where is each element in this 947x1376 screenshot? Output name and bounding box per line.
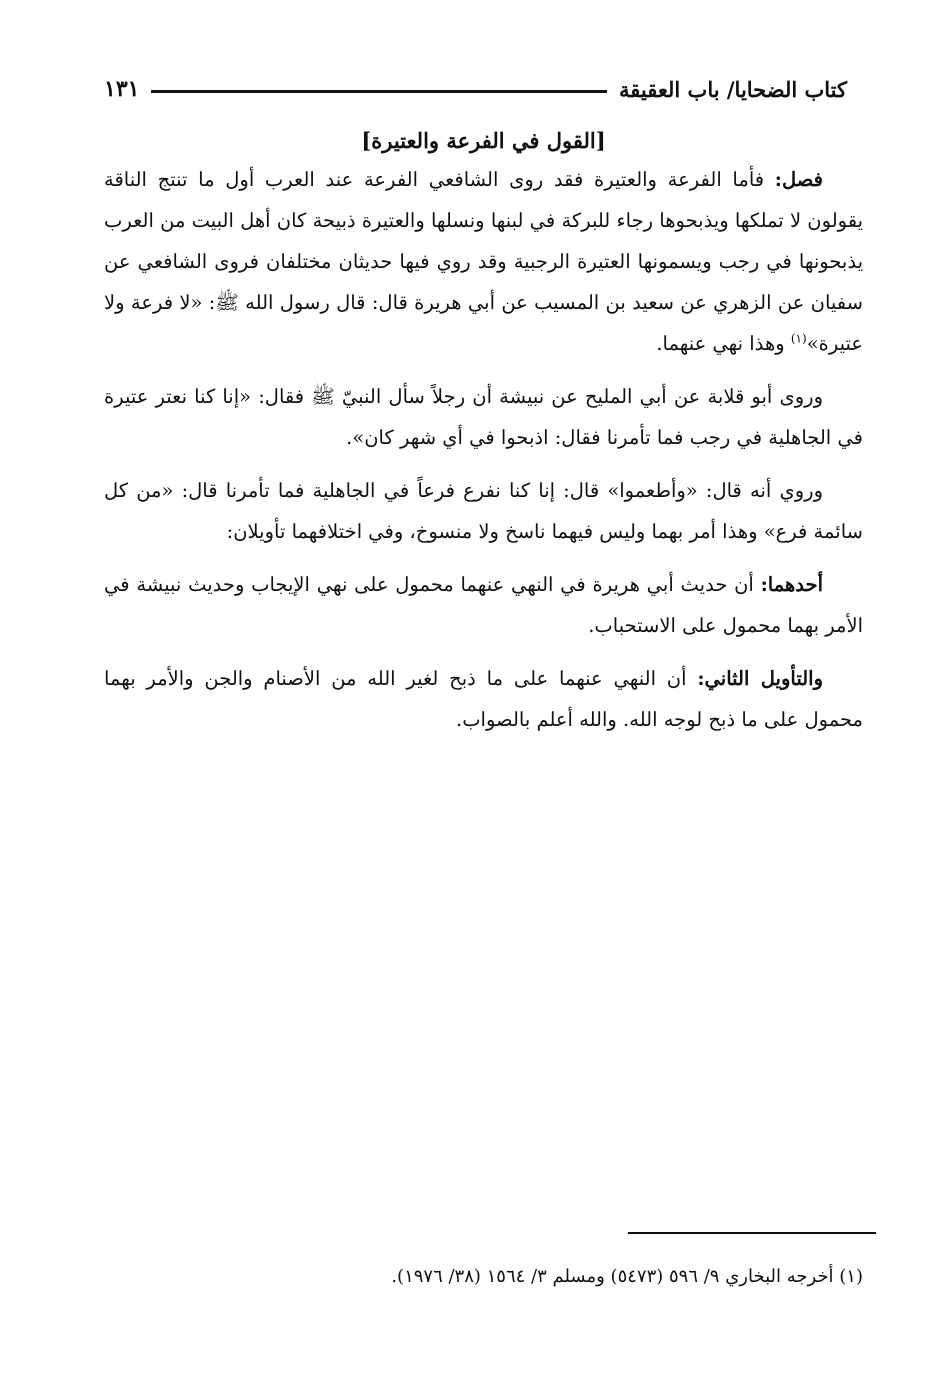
paragraph-second-interpretation [104, 658, 863, 740]
paragraph-lead: والتأويل الثاني: [697, 667, 823, 690]
paragraph-lead: أحدهما: [760, 573, 823, 596]
footnote-separator [628, 1232, 876, 1234]
paragraph-first-interpretation [104, 564, 863, 646]
running-header [104, 72, 847, 106]
paragraph-abu-qilaba: وروى أبو قلابة عن أبي المليح عن نبيشة أن رجلاً سأل النبيّ ﷺ فقال: «إنا كنا نعتر عتيرة في الجاهلية في رجب فما تأمرنا فقال: اذبحوا في أي شهر كان». [104, 385, 863, 449]
paragraph-text: أن حديث أبي هريرة في النهي عنهما محمول على نهي الإيجاب وحديث نبيشة في الأمر بهما محمول على الاستحباب. [104, 573, 863, 637]
paragraph-fasl [104, 159, 863, 364]
paragraph-lead: فصل: [774, 168, 823, 191]
main-text [104, 120, 863, 752]
paragraph-tail: وهذا نهي عنهما. [656, 332, 791, 355]
paragraph-text: فأما الفرعة والعتيرة فقد روى الشافعي الفرعة عند العرب أول ما تنتج الناقة يقولون لا تملكها ويذبحوها رجاء للبركة في لبنها ونسلها والعتيرة ذبيحة كان أهل البيت من العرب يذبحونها في رجب ويسمونها العتيرة الرجبية وقد روي فيها حديثان مختلفان فروى الشافعي عن سفيان عن الزهري عن سعيد بن المسيب عن أبي هريرة قال: قال رسول الله ﷺ: «لا فرعة ولا عتيرة» [104, 168, 863, 355]
paragraph-wa-atimu: وروي أنه قال: «وأطعموا» قال: إنا كنا نفرع فرعاً في الجاهلية فما تأمرنا قال: «من كل سائمة فرع» وهذا أمر بهما وليس فيهما ناسخ ولا منسوخ، وفي اختلافهما تأويلان: [104, 479, 863, 543]
footnote-reference: (١) [790, 331, 807, 346]
header-rule [151, 90, 607, 93]
section-heading: [القول في الفرعة والعتيرة] [361, 128, 606, 153]
page-number: ١٣١ [104, 76, 140, 102]
paragraph-text: أن النهي عنهما على ما ذبح لغير الله من الأصنام والجن والأمر بهما محمول على ما ذبح لوجه الله. والله أعلم بالصواب. [104, 667, 863, 731]
footnote: (١) أخرجه البخاري ٩/ ٥٩٦ (٥٤٧٣) ومسلم ٣/ ١٥٦٤ (٣٨/ ١٩٧٦). [391, 1266, 863, 1287]
running-header-title: كتاب الضحايا/ باب العقيقة [619, 76, 847, 102]
